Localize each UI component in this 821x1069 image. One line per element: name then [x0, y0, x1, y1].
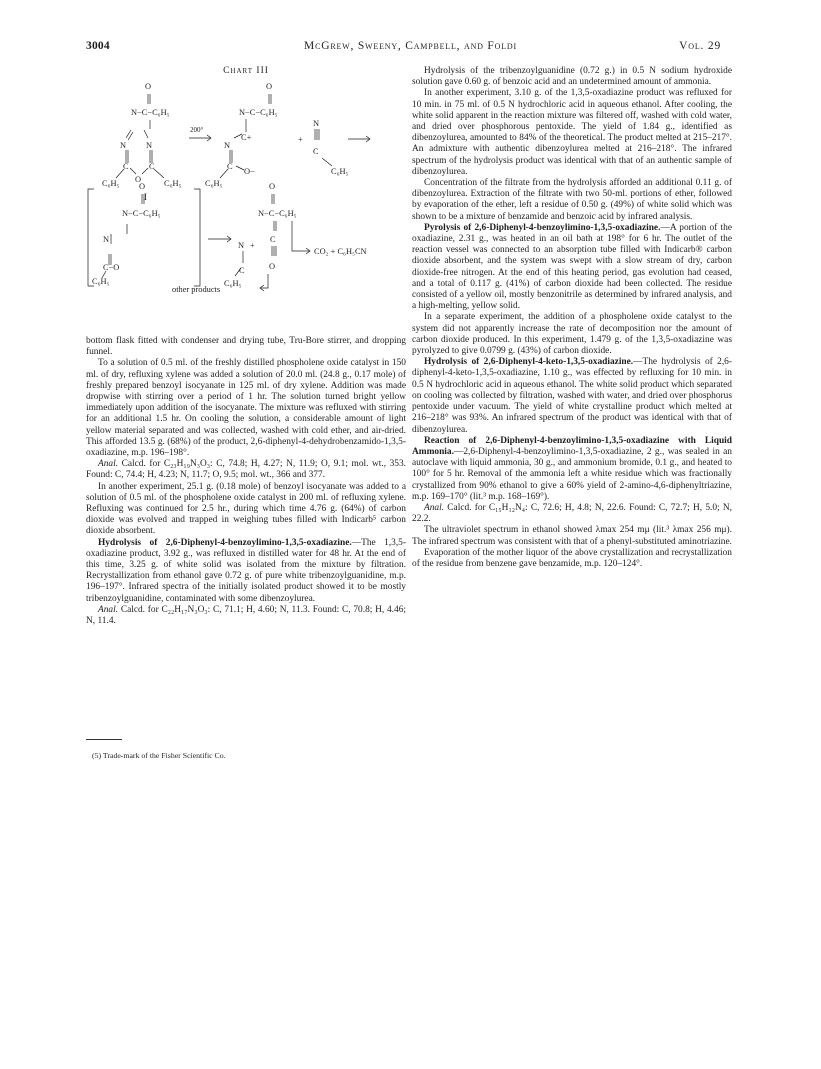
page-number: 3004 — [86, 40, 110, 52]
chart-nc4: N−C−C₆H₅ — [122, 209, 161, 218]
right-p8: The ultraviolet spectrum in ethanol showed λmax 254 mμ (lit.³ λmax 256 mμ). The infrared spectrum was consistent with that of a phenyl-substituted aminotriazine. — [412, 525, 732, 547]
chart-o6b: O — [269, 262, 276, 271]
reaction-scheme — [86, 76, 406, 302]
chart-ph1: C₆H₅ — [102, 179, 120, 188]
anal-label: Anal. — [424, 502, 445, 513]
anal-label: Anal. — [98, 459, 119, 470]
volume-label: Vol. 29 — [679, 40, 721, 52]
section-heading: Hydrolysis of 2,6-Diphenyl-4-keto-1,3,5-oxadiazine. — [424, 357, 634, 368]
chart-ph2: C₆H₅ — [205, 179, 223, 188]
chart-o4: O — [139, 182, 146, 191]
chart-temp: 200° — [190, 126, 204, 134]
chart-o-top1: O — [145, 82, 152, 91]
running-title: McGrew, Sweeny, Campbell, and Foldi — [304, 40, 517, 52]
chart-nc2: N−C−C₆H₅ — [239, 108, 278, 117]
chart-co4: C−O — [103, 263, 120, 272]
right-anal — [412, 503, 732, 525]
anal-text: Calcd. for C₁₅H₁₂N₄: C, 72.6; H, 4.8; N, 22.6. Found: C, 72.7; H, 5.0; N, 22.2. — [412, 502, 732, 525]
chart-c5: C — [239, 266, 245, 275]
right-p5: In a separate experiment, the addition of a phospholene oxide catalyst to the system did not apparently increase the rate of decomposition nor the amount of carbon dioxide produced. In this experiment, 1.479 g. of the 1,3,5-oxadiazine was pyrolyzed to give 0.0799 g. (43%) of carbon dioxide. — [412, 312, 732, 357]
left-p4 — [86, 538, 406, 605]
left-column — [86, 336, 406, 627]
chart-title: Chart III — [223, 66, 269, 76]
chart-ph1b: C₆H₅ — [164, 179, 182, 188]
chart-o6: O — [269, 182, 276, 191]
left-p3: In another experiment, 25.1 g. (0.18 mole) of benzoyl isocyanate was added to a solution of 0.5 ml. of the phospholene oxide catalyst in 200 ml. of refluxing xylene. Refluxing was continued for 2.5 hr., during which time 4.76 g. (64%) of carbon dioxide was evolved and trapped in weighing tubes filled with Indicarb⁵ carbon dioxide absorbent. — [86, 481, 406, 537]
section-text: —2,6-Diphenyl-4-benzoylimino-1,3,5-oxadiazine, 2 g., was sealed in an autoclave with liquid ammonia, 30 g., and ammonium bromide, 0.1 g., and heated to 100° for 5 hr. Removal of the ammonia left a white residue which was fractionally crystallized from 90% ethanol to give a 60% yield of 2-amino-4,6-diphenyltriazine, m.p. 169–170° (lit.³ m.p. 168–169°). — [412, 446, 732, 502]
chart-c1: C — [123, 162, 129, 171]
section-text: —A portion of the oxadiazine, 2.31 g., was heated in an oil bath at 198° for 6 hr. The outlet of the reaction vessel was connected to an absorption tube filled with Indicarb® carbon dioxide absorbent, and the system was swept with a slow stream of dry, carbon dioxide-free nitrogen. At the end of this heating period, gas evolution had ceased, and a total of 0.117 g. (41%) of carbon dioxide had been collected. The residue consisted of a yellow oil, mostly benzonitrile as determined by infrared analysis, and a high-melting, yellow solid. — [412, 222, 732, 312]
section-heading: Pyrolysis of 2,6-Diphenyl-4-benzoylimino-1,3,5-oxadiazine. — [424, 222, 661, 233]
chart-n5: N — [238, 241, 245, 250]
chart-n1: N — [120, 141, 127, 150]
right-p6 — [412, 357, 732, 435]
chart-ph5: C₆H₅ — [224, 279, 242, 288]
chart-c1b: C — [149, 162, 155, 171]
chart-other-products: other products — [172, 285, 221, 294]
left-p2: To a solution of 0.5 ml. of the freshly distilled phospholene oxide catalyst in 150 ml. of dry, refluxing xylene was added a solution of 20.0 ml. (24.8 g., 0.17 mole) of freshly prepared benzoyl isocyanate in 125 ml. of dry xylene. Addition was made dropwise with stirring over a period of 1 hr. The solution turned bright yellow immediately upon addition of the isocyanate. The mixture was refluxed with stirring for an additional 1.5 hr. On cooling the solution, a considerable amount of light yellow material separated and was collected, washed with cold ether, and air-dried. This afforded 13.5 g. (68%) of the product, 2,6-diphenyl-4-dehydrobenzamido-1,3,5-oxadiazine, m.p. 196–198°. — [86, 358, 406, 459]
section-heading: Hydrolysis of 2,6-Diphenyl-4-benzoylimino-1,3,5-oxadiazine. — [98, 537, 352, 548]
compound-label-I: I — [144, 192, 147, 202]
anal-text: Calcd. for C₂₃H₁₉N₃O₃: C, 74.8; H, 4.27; N, 11.9; O, 9.1; mol. wt., 353. Found: C, 74.4; H, 4.23; N, 11.7; O, 9.5; mol. wt., 366 and 377. — [86, 459, 407, 481]
left-anal2 — [86, 605, 406, 627]
chart-c3: C — [313, 147, 319, 156]
chart-ominus: O− — [244, 167, 255, 176]
chart-ph4: C₆H₅ — [92, 277, 110, 286]
chart-o1: O — [135, 175, 142, 184]
chart-o-top2: O — [266, 82, 273, 91]
section-text: —The hydrolysis of 2,6-diphenyl-4-keto-1,3,5-oxadiazine, 1.10 g., was effected by refluxing for 10 min. in 0.5 N hydrochloric acid in aqueous ethanol. The white solid product which separated on cooling was collected by filtration, washed with water, and dried over phosphorus pentoxide under vacuum. The yield of white crystalline product which melted at 216–218° was 93%. An infrared spectrum of the product was identical with that of dibenzoylurea. — [412, 357, 732, 435]
chart-ph3: C₆H₅ — [331, 167, 349, 176]
chart-n1b: N — [146, 141, 153, 150]
chart-n2: N — [224, 141, 231, 150]
chart-c2: C — [227, 162, 233, 171]
chart-c6: C — [270, 235, 276, 244]
chart-n4: N — [103, 235, 110, 244]
footnote-rule — [86, 739, 122, 740]
left-anal1 — [86, 459, 406, 481]
anal-label: Anal. — [98, 604, 119, 615]
right-p4 — [412, 223, 732, 313]
right-column — [412, 66, 732, 570]
section-text: —The 1,3,5-oxadiazine product, 3.92 g., was refluxed in distilled water for 48 hr. At the end of this time, 3.25 g. of white solid was isolated from the mixture by filtration. Recrystallization from ethanol gave 0.72 g. of pure white tribenzoylguanidine, m.p. 196–197°. Infrared spectra of the initially isolated product showed it to be mostly tribenzoylguanidine, contaminated with some dibenzoylurea. — [86, 537, 406, 604]
chart-plus2: + — [250, 241, 255, 250]
right-p3: Concentration of the filtrate from the hydrolysis afforded an additional 0.11 g. of dibenzoylurea. Extraction of the filtrate with two 50-ml. portions of ether, followed by evaporation of the ether, left a residue of 0.50 g. (49%) of white solid which was shown to be a mixture of benzamide and benzoic acid by infrared analysis. — [412, 178, 732, 222]
anal-text: Calcd. for C₂₂H₁₇N₃O₃: C, 71.1; H, 4.60; N, 11.3. Found: C, 70.8; H, 4.46; N, 11.4. — [86, 604, 406, 627]
chart-co2: CO₂ + C₆H₅CN — [314, 247, 367, 256]
right-p2: In another experiment, 3.10 g. of the 1,3,5-oxadiazine product was refluxed for 10 min. in 75 ml. of 0.5 N hydrochloric acid in aqueous ethanol. After cooling, the white solid apparent in the reaction mixture was filtered off, washed with cold water, and dried over phosphorous pentoxide. The yield of 1.84 g., identified as dibenzoylurea, amounted to 84% of the theoretical. The product melted at 215–217°. An admixture with authentic dibenzoylurea melted at 216–218°. The infrared spectrum of the hydrolysis product was identical with that of an authentic sample of dibenzoylurea. — [412, 88, 732, 177]
chart-nc1: N−C−C₆H₅ — [131, 108, 170, 117]
footnote: (5) Trade-mark of the Fisher Scientific Co. — [92, 751, 226, 760]
left-p1: bottom flask fitted with condenser and drying tube, Tru-Bore stirrer, and dropping funnel. — [86, 336, 406, 358]
right-p1: Hydrolysis of the tribenzoylguanidine (0.72 g.) in 0.5 N sodium hydroxide solution gave 0.60 g. of benzoic acid and an undetermined amount of ammonia. — [412, 66, 732, 88]
chart-nc6: N−C−C₆H₅ — [258, 209, 297, 218]
chart-plus1: + — [298, 135, 303, 144]
chart-cplus: C+ — [241, 133, 252, 142]
right-p7 — [412, 436, 732, 503]
right-p9: Evaporation of the mother liquor of the above crystallization and recrystallization of the residue from benzene gave benzamide, m.p. 120–124°. — [412, 547, 732, 569]
chart-n3: N — [313, 119, 320, 128]
section-heading: Reaction of 2,6-Diphenyl-4-benzoylimino-1,3,5-oxadiazine with Liquid Ammonia. — [412, 435, 732, 457]
